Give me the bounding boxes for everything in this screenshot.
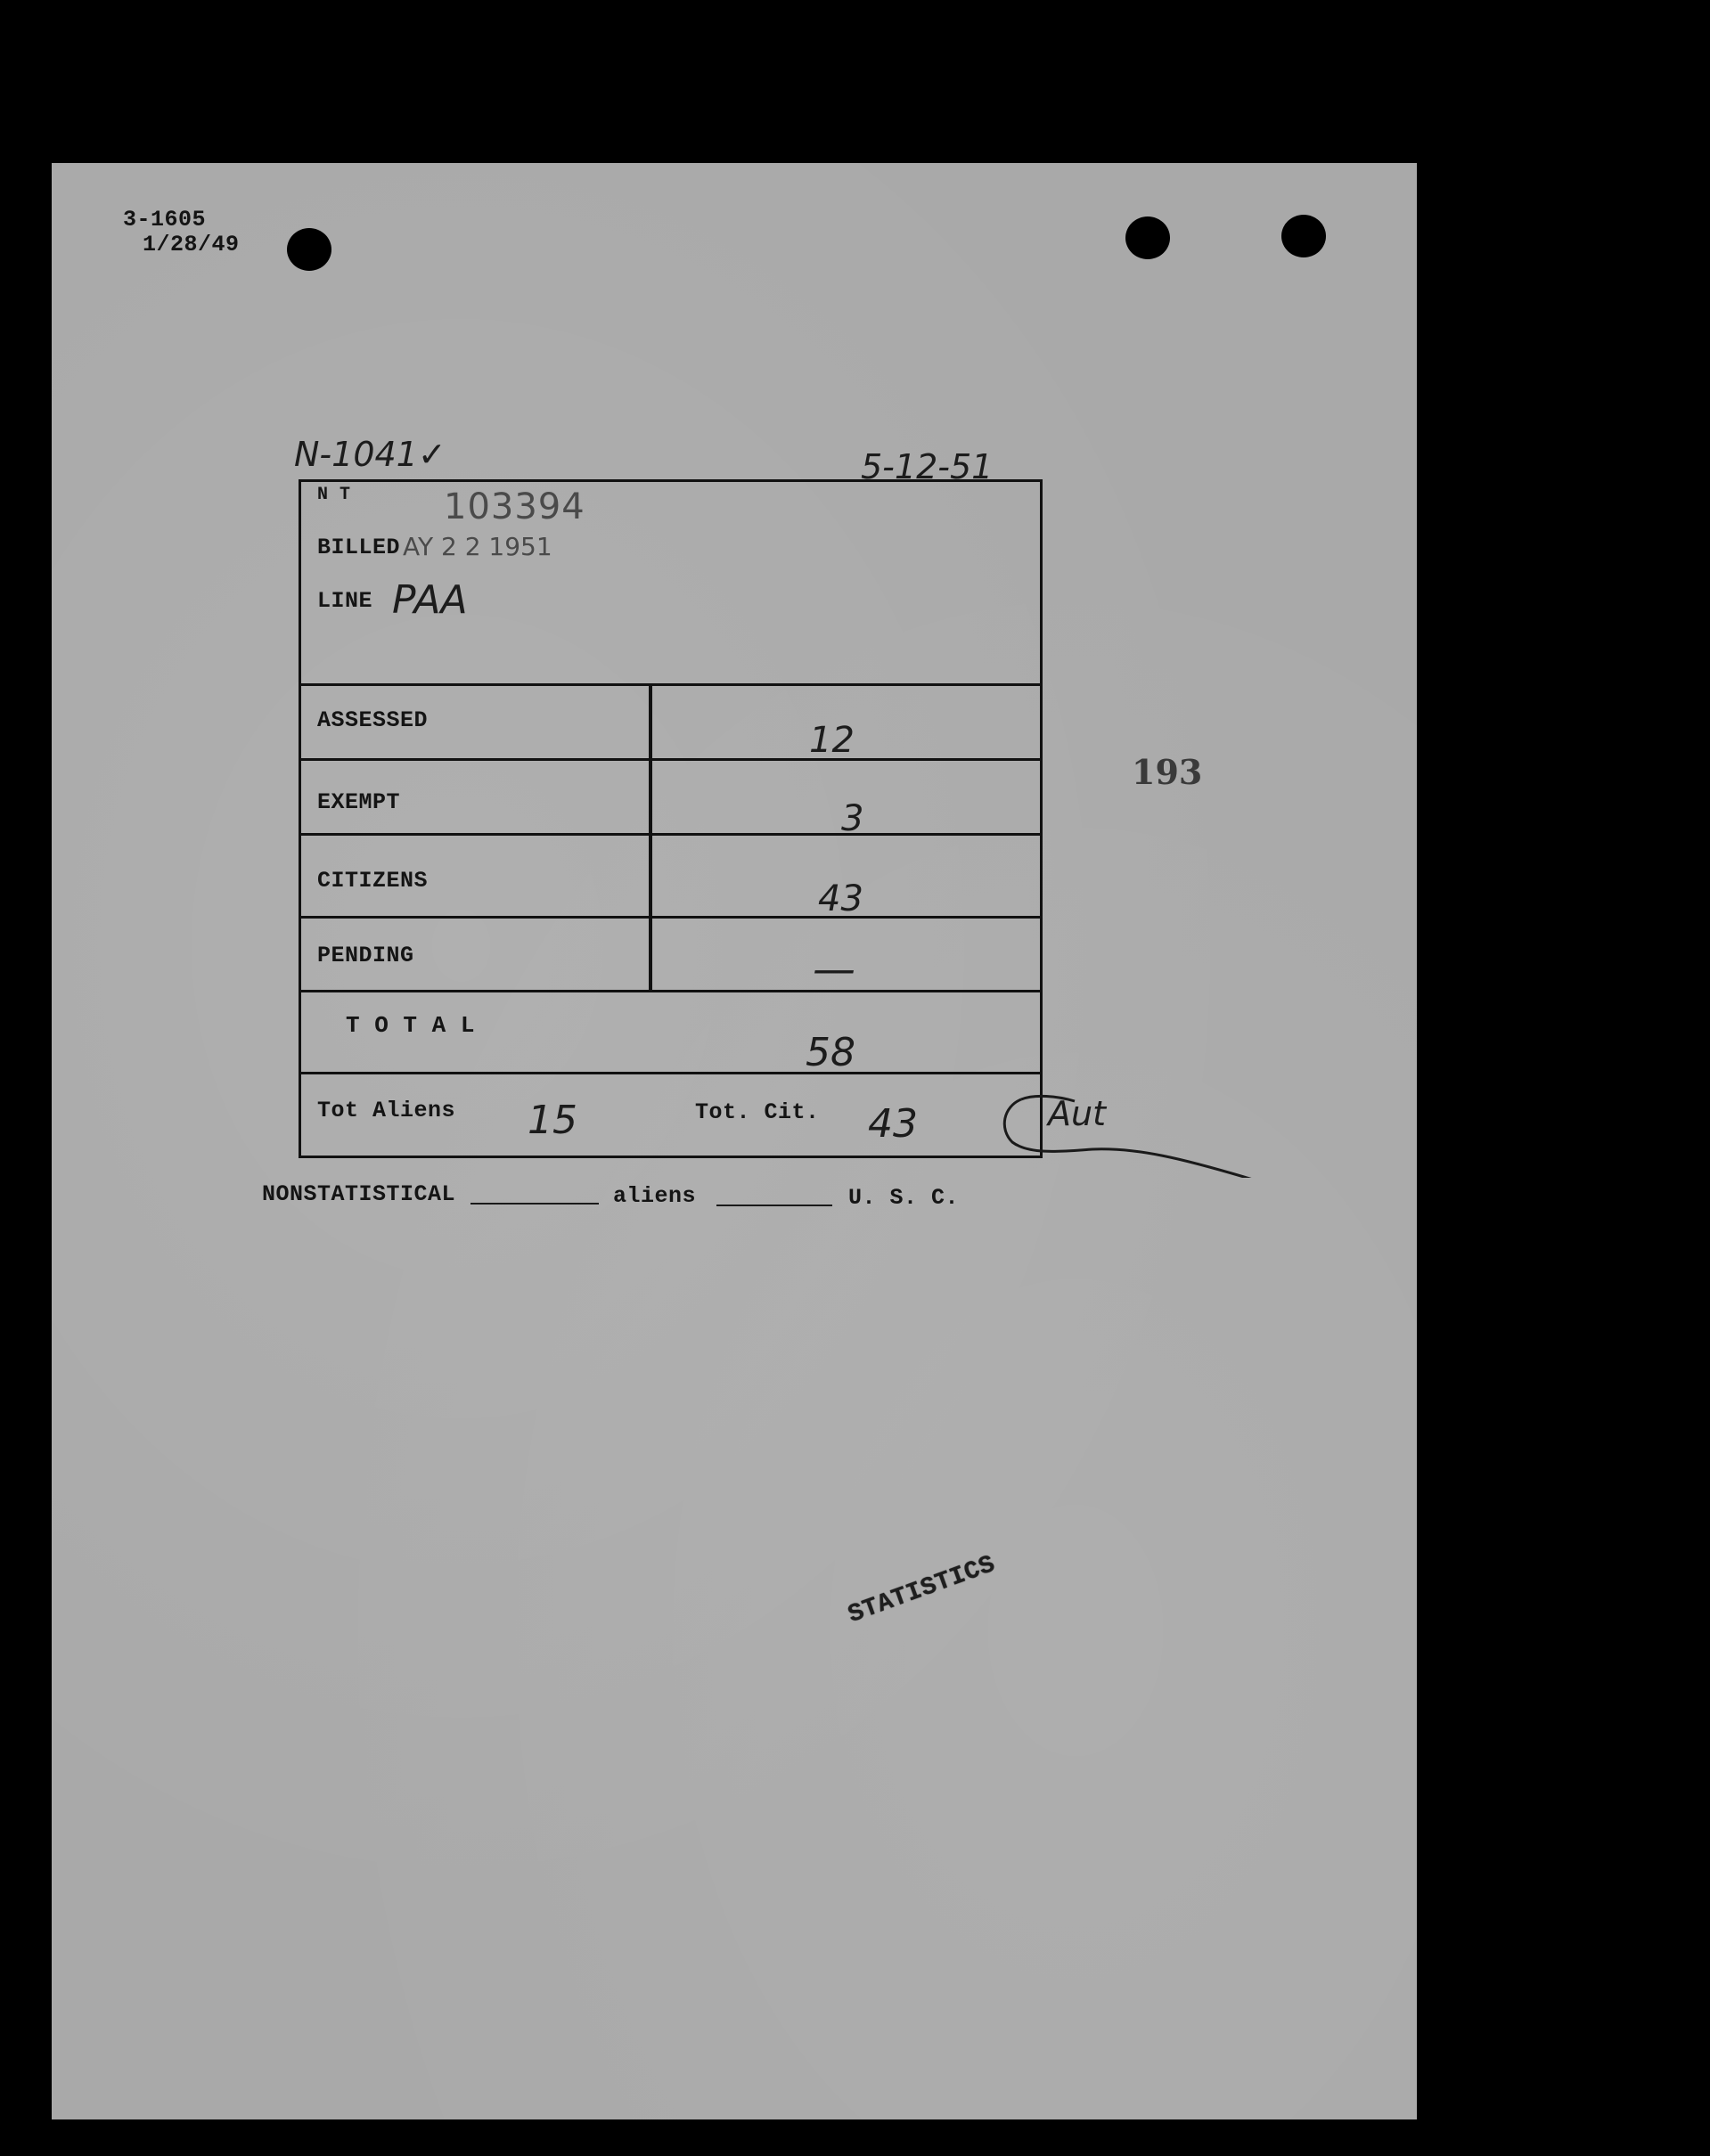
tot-cit-value: 43 (868, 1101, 918, 1147)
tot-aliens-label: Tot Aliens (317, 1098, 456, 1123)
total-value: 58 (806, 1030, 855, 1075)
billed-date-stamp: AY 2 2 1951 (403, 532, 552, 561)
header-ref-line1: 3-1605 (123, 207, 207, 233)
exempt-label: EXEMPT (317, 789, 401, 815)
statistics-stamp: STATISTICS (845, 1550, 1000, 1630)
form-number (294, 435, 446, 474)
nt-label: N T (317, 485, 351, 505)
tot-cit-label: Tot. Cit. (695, 1099, 820, 1125)
nonstatistical-blank (470, 1203, 599, 1205)
citizens-value: 43 (818, 878, 863, 919)
total-label: T O T A L (346, 1012, 475, 1039)
pending-label: PENDING (317, 943, 414, 968)
pending-value: — (813, 944, 855, 994)
line-value: PAA (392, 577, 468, 623)
form-number-text: N-1041 (294, 435, 418, 474)
citizens-label: CITIZENS (317, 868, 429, 894)
aliens-label: aliens (613, 1183, 697, 1209)
nt-number: 103394 (444, 486, 585, 527)
punch-hole-right (1281, 215, 1326, 257)
usc-label: U. S. C. (848, 1185, 960, 1211)
initials: Aut (1048, 1094, 1106, 1133)
tot-aliens-value: 15 (528, 1098, 577, 1143)
assessed-label: ASSESSED (317, 707, 429, 733)
assessed-value: 12 (809, 720, 855, 761)
header-ref-line2: 1/28/49 (143, 232, 240, 257)
nonstatistical-label: NONSTATISTICAL (262, 1181, 456, 1207)
billed-label: BILLED (317, 535, 401, 560)
aliens-blank (716, 1205, 832, 1206)
date-handwritten: 5-12-51 (861, 447, 994, 486)
punch-hole-center (1125, 216, 1170, 259)
initials-loop (994, 1089, 1262, 1178)
punch-hole-left (287, 228, 331, 271)
line-label: LINE (317, 588, 373, 614)
exempt-value: 3 (841, 798, 864, 839)
side-number: 193 (1132, 752, 1203, 792)
check-mark: ✓ (417, 435, 446, 474)
